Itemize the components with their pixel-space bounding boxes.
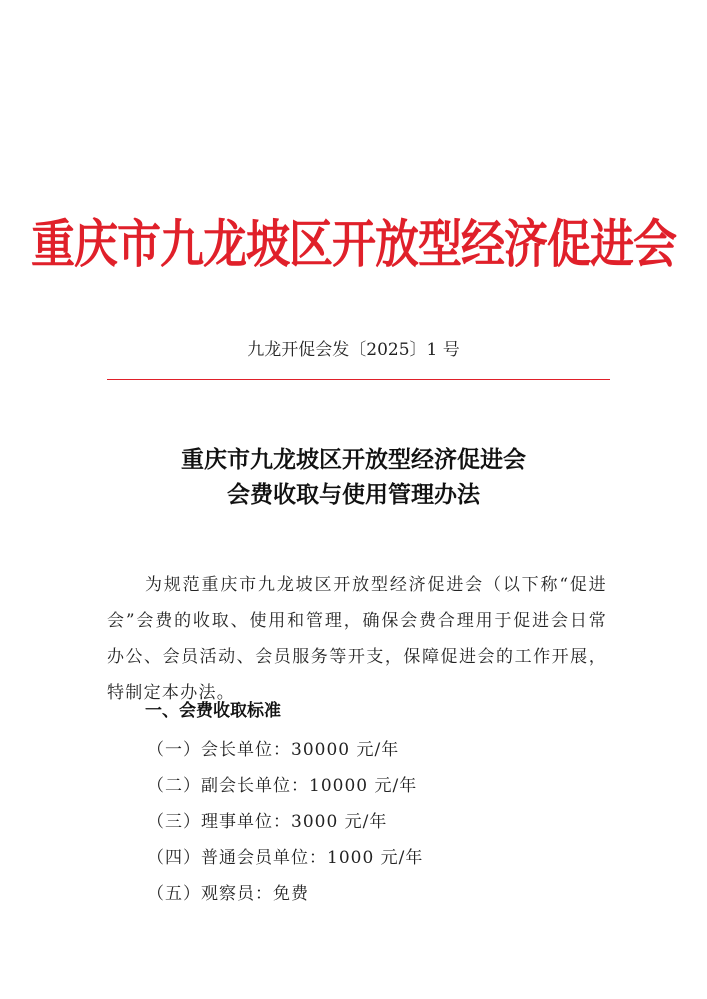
fee-item-member: （四）普通会员单位：1000 元/年 [147, 848, 424, 868]
issuer-red-header: 重庆市九龙坡区开放型经济促进会 [31, 214, 676, 275]
document-title-line-1: 重庆市九龙坡区开放型经济促进会 [181, 446, 526, 473]
document-title [0, 442, 707, 512]
red-divider-line [107, 379, 610, 380]
document-title-line-2: 会费收取与使用管理办法 [227, 481, 480, 508]
section-heading-fee-standard: 一、会费收取标准 [145, 701, 281, 721]
fee-item-president: （一）会长单位：30000 元/年 [147, 740, 400, 760]
intro-paragraph: 为规范重庆市九龙坡区开放型经济促进会（以下称“促进会”会费的收取、使用和管理，确保会费合理用于促进会日常办公、会员活动、会员服务等开支，保障促进会的工作开展，特制定本办法。 [107, 575, 607, 703]
fee-item-vice-president: （二）副会长单位：10000 元/年 [147, 776, 418, 796]
fee-standard-list [147, 732, 423, 912]
fee-item-observer: （五）观察员：免费 [147, 884, 309, 904]
fee-item-council: （三）理事单位：3000 元/年 [147, 812, 388, 832]
document-number: 九龙开促会发〔2025〕1 号 [247, 340, 460, 360]
